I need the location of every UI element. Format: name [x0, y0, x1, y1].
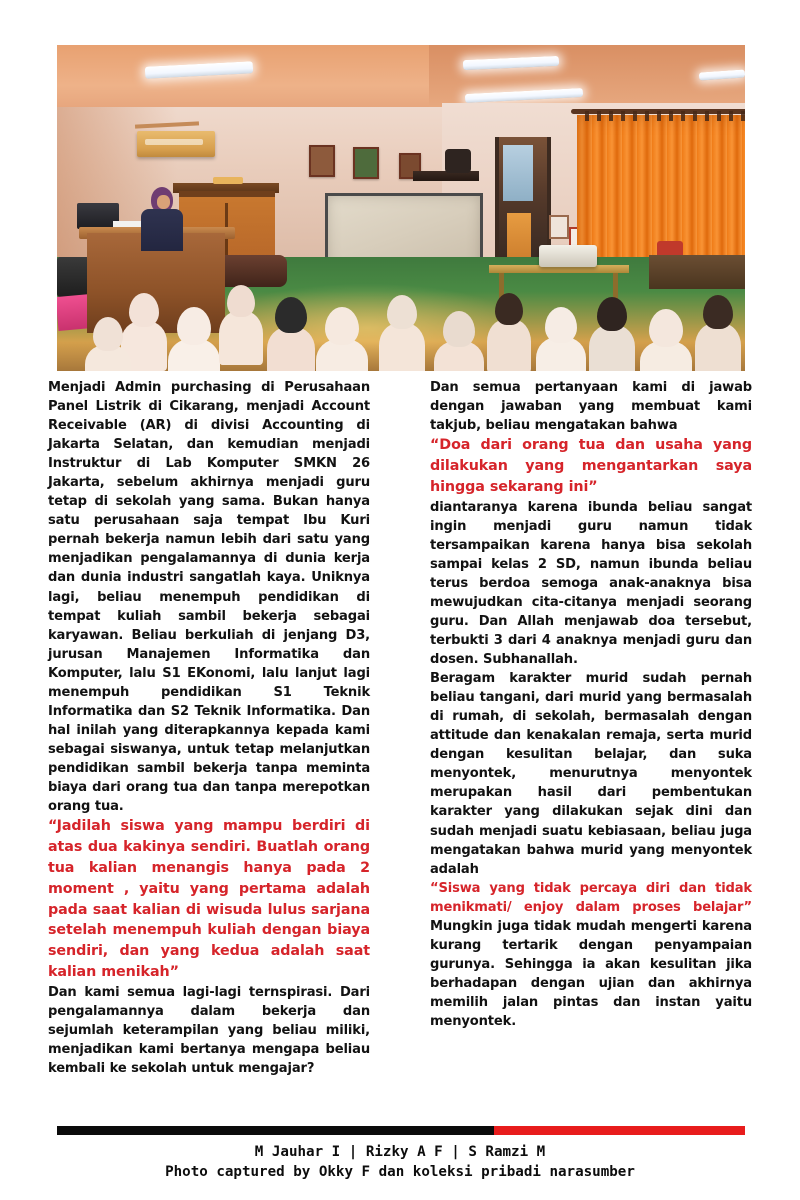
wooden-bench — [649, 255, 745, 289]
student-body — [487, 319, 531, 371]
student-head — [597, 297, 627, 331]
student-head — [275, 297, 307, 333]
student-head — [387, 295, 417, 329]
inline-rest-cheating: Mungkin juga tidak mudah mengerti karena kurang tertarik dengan penyampaian gurunya. Sehingga ia akan kesulitan jika berhadapan dengan ujian dan akhirnya memilih jalan pintas dan instan yaitu menyontek. — [430, 918, 752, 1029]
right-column — [430, 378, 752, 1031]
pull-quote-stand-on-own-feet: “Jadilah siswa yang mampu berdiri di atas dua kakinya sendiri. Buatlah orang tua kalian menangis hanya pada 2 moment , yaitu yang pertama adalah pada saat kalian di wisuda lulus sarjana setelah menempuh kuliah dengan biaya sendiri, dan yang kedua adalah saat kalian menikah” — [48, 818, 370, 981]
student-head — [443, 311, 475, 347]
credit-authors: M Jauhar I | Rizky A F | S Ramzi M — [254, 1144, 546, 1160]
student-head — [227, 285, 255, 317]
projector-icon — [539, 245, 597, 267]
wall-frame-icon — [353, 147, 379, 179]
student-head — [93, 317, 123, 351]
student-head — [177, 307, 211, 345]
student-body — [267, 327, 315, 371]
paragraph-inspired: Dan kami semua lagi-lagi ternspirasi. Dari pengalamannya dalam bekerja dan sejumlah keterampilan yang beliau miliki, menjadikan kami bertanya mengapa beliau kembali ke sekolah untuk mengajar? — [48, 984, 370, 1077]
student-head — [325, 307, 359, 345]
classroom-photo-scene — [57, 45, 745, 371]
speaker-face — [157, 195, 170, 209]
shelf-object — [445, 149, 471, 173]
inline-quote-cheating: “Siswa yang tidak percaya diri dan tidak menikmati/ enjoy dalam proses belajar” — [430, 880, 752, 915]
curtain-hooks — [577, 111, 745, 121]
student-body — [379, 323, 425, 371]
footer-bar-black-segment — [57, 1126, 494, 1135]
speaker-body — [141, 209, 183, 251]
student-head — [545, 307, 577, 343]
article-photo — [57, 45, 745, 371]
student-head — [495, 293, 523, 325]
student-body — [219, 311, 263, 365]
footer-bar-red-segment — [494, 1126, 745, 1135]
wall-sign-icon — [549, 215, 569, 239]
credit-photo: Photo captured by Okky F dan koleksi pribadi narasumber — [165, 1164, 635, 1181]
paragraph-mother-story: diantaranya karena ibunda beliau sangat ingin menjadi guru namun tidak tersampaikan karena hanya bisa sekolah sampai kelas 2 SD, namun ibunda beliau terus berdoa semoga anak-anaknya bisa mewujudkan cita-citanya menjadi seorang guru. Dan Allah menjawab doa tersebut, terbukti 3 dari 4 anaknya menjadi guru dan dosen. Subhanallah. — [430, 499, 752, 668]
wall-frame-icon — [309, 145, 335, 177]
student-head — [703, 295, 733, 329]
student-head — [649, 309, 683, 347]
paragraph-career-history: Menjadi Admin purchasing di Perusahaan Panel Listrik di Cikarang, menjadi Account Receivable (AR) di divisi Accounting di Jakarta Selatan, dan kemudian menjadi Instruktur di Lab Komputer SMKN 26 Jakarta, sebelum akhirnya menjadi guru tetap di sekolah yang sama. Bukan hanya satu perusahaan saja tempat Ibu Kuri pernah bekerja namun lebih dari satu yang menjadikan pengalamannya di dunia kerja dan dunia industri sangatlah kaya. Uniknya lagi, beliau menempuh pendidikan di tempat kuliah sambil bekerja sebagai karyawan. Beliau berkuliah di jenjang D3, jurusan Manajemen Informatika dan Komputer, lalu S1 EKonomi, lalu lanjut lagi menempuh pendidikan S1 Teknik Informatika dan S2 Teknik Informatika. Dan hal inilah yang diterapkannya kepada kami sebagai siswanya, untuk tetap melanjutkan pendidikan sambil bekerja tanpa meminta biaya dari orang tua dan tanpa merepotkan orang tua. — [48, 380, 370, 815]
footer-credits — [0, 1142, 800, 1182]
paragraph-student-characters: Beragam karakter murid sudah pernah beliau tangani, dari murid yang bermasalah di rumah, di sekolah, bermasalah dengan attitude dan kenakalan remaja, serta murid dengan kesulitan belajar, dan suka menyontek, menurutnya menyontek merupakan hasil dari pembentukan karakter yang dilakukan sejak dini dan sudah menjadi suatu kebiasaan, beliau juga mengatakan bahwa murid yang menyontek adalah — [430, 671, 752, 877]
article-body — [48, 378, 752, 1118]
cabinet-item — [213, 177, 243, 184]
paragraph-answers: Dan semua pertanyaan kami di jawab dengan jawaban yang membuat kami takjub, beliau mengatakan bahwa — [430, 380, 752, 434]
wall-shelf — [413, 171, 479, 181]
pull-quote-parents-prayer: “Doa dari orang tua dan usaha yang dilakukan yang mengantarkan saya hingga sekarang ini” — [430, 437, 752, 495]
air-conditioner-icon — [137, 131, 215, 157]
student-body — [589, 325, 635, 371]
door-glass-panel — [503, 145, 533, 201]
paragraph-cheating-quote — [430, 879, 752, 1031]
left-column — [48, 378, 370, 1078]
student-head — [129, 293, 159, 327]
footer-divider-bar — [57, 1126, 745, 1135]
student-body — [695, 323, 741, 371]
